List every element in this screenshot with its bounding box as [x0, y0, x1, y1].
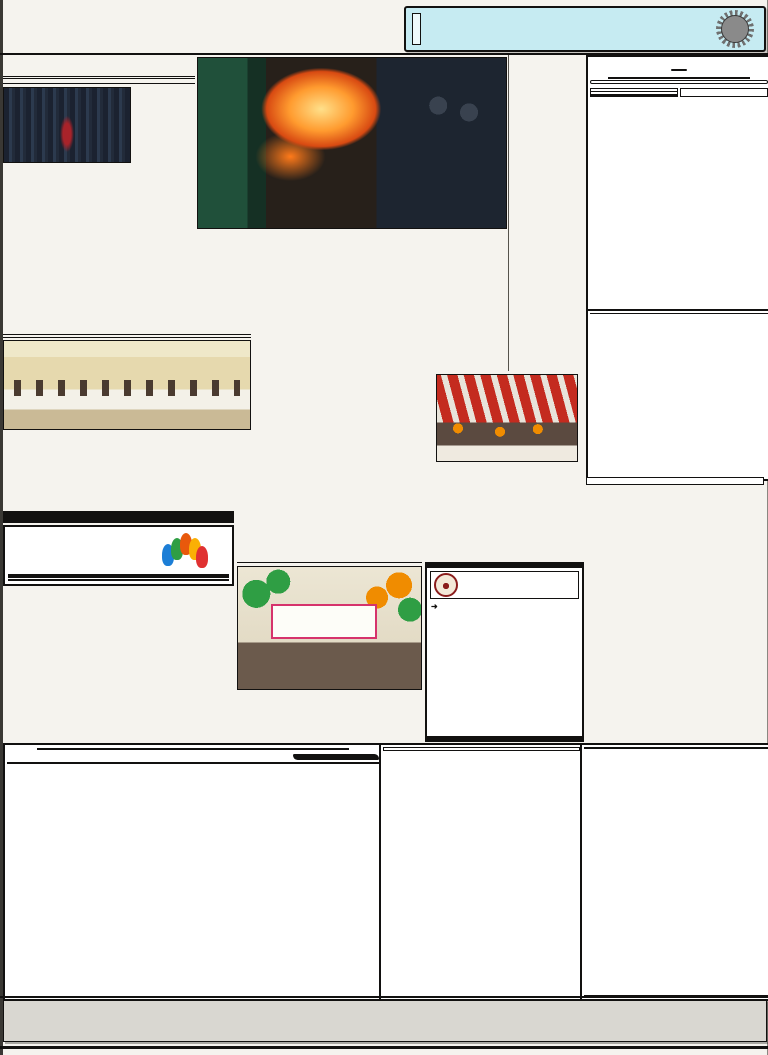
article-oath — [3, 76, 195, 332]
ambulance-24h — [586, 477, 764, 485]
josna-logo-icon — [434, 573, 458, 597]
article-transport — [508, 55, 586, 371]
ad-kudrat-clinic — [586, 55, 768, 311]
right-doctor-stack — [586, 477, 764, 737]
kudrat-operations-box — [680, 88, 768, 97]
ad-josna-sweets — [425, 562, 584, 742]
sono-hotline — [7, 762, 379, 764]
taher-lina-institute — [3, 511, 234, 523]
puja-banner — [271, 604, 377, 640]
kudrat-subheader — [590, 80, 768, 84]
ashish-header — [590, 313, 768, 314]
caregiver-eligibility — [8, 574, 229, 578]
article-mujibnagar — [3, 334, 251, 506]
babu-continuation — [237, 508, 581, 560]
kudrat-ribbon — [671, 69, 687, 71]
puja-photo — [237, 566, 422, 690]
operations-title — [682, 90, 766, 92]
sono-ambulance-badge — [293, 754, 379, 760]
rally-photo — [436, 374, 578, 462]
imprint-box — [3, 1000, 767, 1042]
page-number-badge — [716, 10, 754, 48]
caregiver-logo-icon — [162, 530, 208, 574]
meeting-photo — [3, 340, 251, 430]
sono-address — [37, 748, 349, 750]
caregiver-phones — [8, 579, 229, 581]
footer-rule-bottom — [0, 1046, 768, 1049]
puja-headline — [237, 562, 422, 564]
fire-continuation — [253, 332, 505, 370]
ad-mohima-anwar — [580, 743, 768, 1001]
date-bar — [404, 6, 766, 52]
article-puja — [237, 562, 422, 738]
doctor-time — [591, 94, 677, 96]
oath-side-text — [134, 87, 194, 163]
judges-photo — [3, 87, 131, 163]
mujib-headline — [3, 334, 251, 338]
mohima-subheader — [584, 747, 768, 749]
fire-photo — [197, 57, 507, 229]
josna-header — [427, 564, 582, 568]
datebar-accent — [412, 13, 421, 44]
article-babu-khan — [341, 372, 581, 506]
ad-ashish-debnath — [586, 309, 768, 481]
josna-brand-row — [430, 571, 579, 599]
kudrat-doctor-richard — [590, 88, 678, 97]
page-number — [721, 15, 749, 43]
ad-sono-lab — [3, 743, 383, 1001]
ad-ramesh-labaid — [379, 743, 584, 1001]
footer-rule-top — [0, 996, 768, 998]
josna-intro — [427, 602, 582, 611]
fire-body — [197, 284, 505, 330]
ad-admission-block — [3, 510, 234, 739]
ad-caregiver — [3, 525, 234, 586]
kudrat-serial — [608, 77, 750, 79]
josna-contact — [427, 736, 582, 740]
ramesh-subheader — [383, 747, 580, 751]
